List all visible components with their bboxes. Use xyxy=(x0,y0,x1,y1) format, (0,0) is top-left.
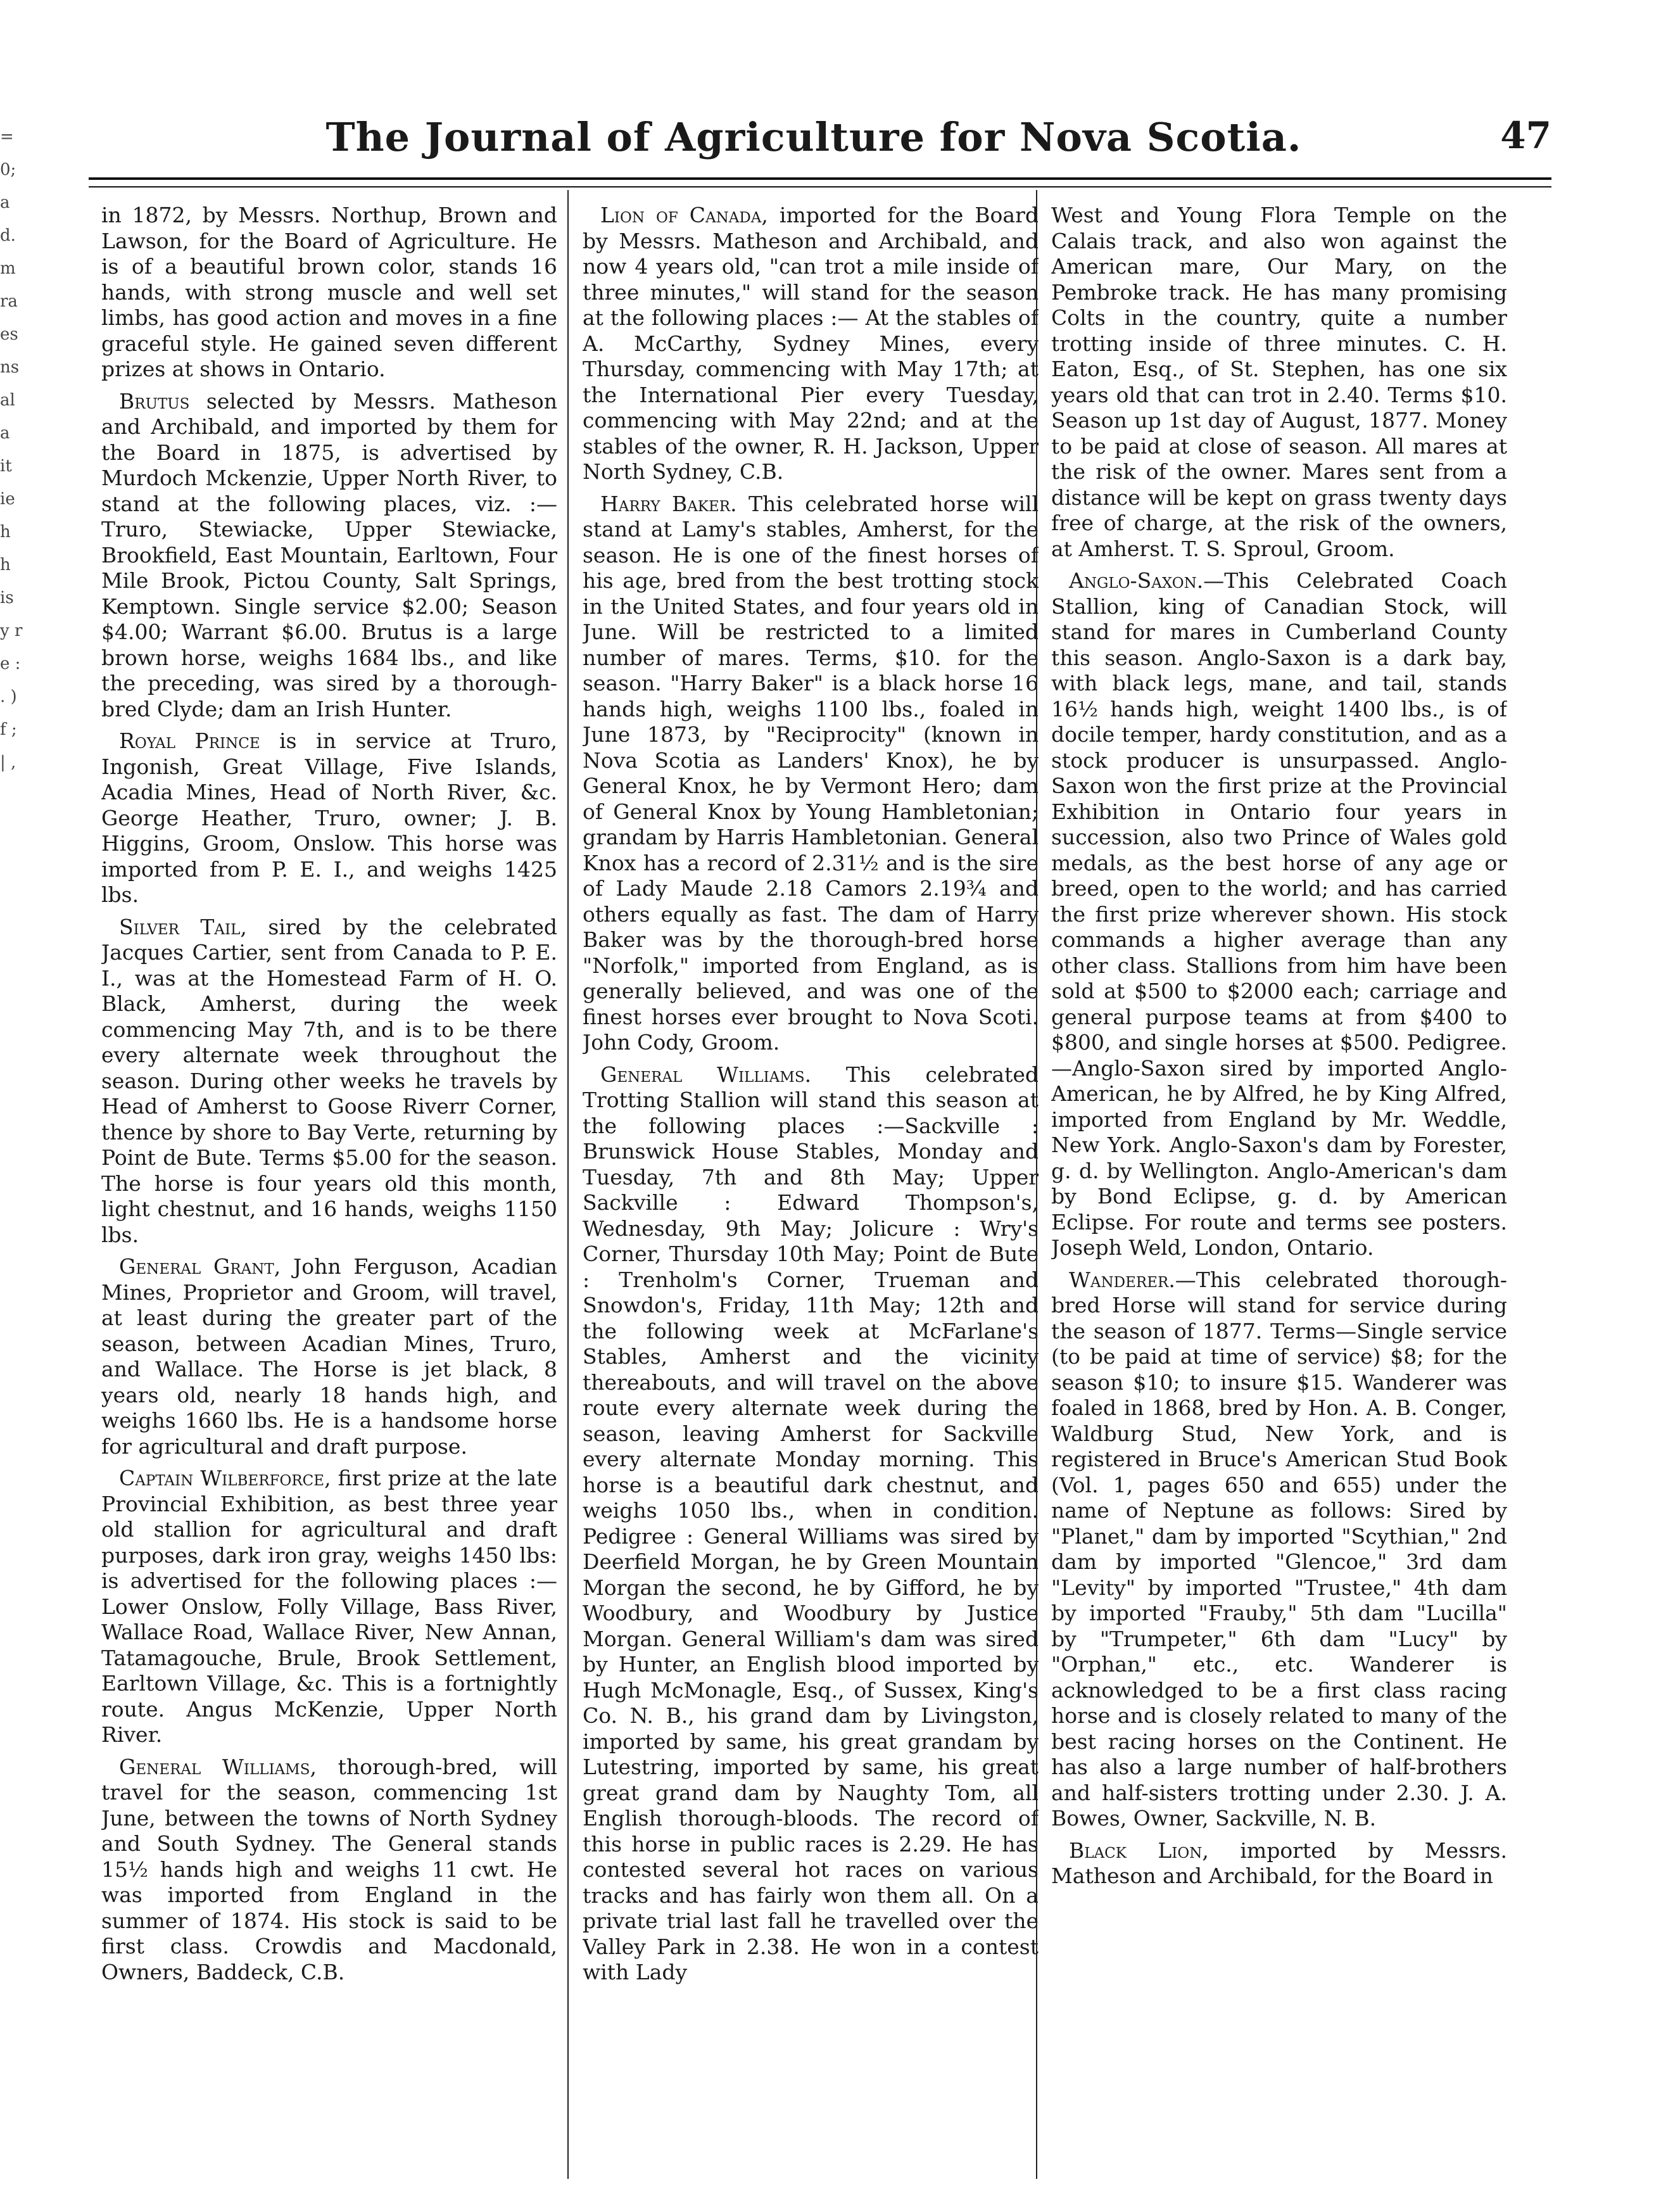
article-paragraph xyxy=(583,1062,1039,1986)
column-1 xyxy=(101,203,557,2173)
article-text: . This celebrated horse will stand at Lamy's stables, Amherst, for the season. He is one of the finest horses of his age, bred from the best trotting stock in the United States, and four years old in June. Will be restricted to a limited number of mares. Terms, $10. for the season. "Harry Baker" is a black horse 16 hands high, weighs 1100 lbs., foaled in June 1873, by "Reciprocity" (known in Nova Scotia as Landers' Knox), he by General Knox, he by Vermont Hero; dam of General Knox by Young Hambletonian; grandam by Harris Hambletonian. General Knox has a record of 2.31½ and is the sire of Lady Maude 2.18 Camors 2.19¾ and others equally as fast. The dam of Harry Baker was by the thorough-bred horse "Norfolk," imported from England, as is generally believed, and was one of the finest horses ever brought to Nova Scoti. John Cody, Groom. xyxy=(583,491,1039,1055)
article-paragraph xyxy=(1051,203,1507,562)
page-number: 47 xyxy=(1500,114,1551,157)
margin-marks: = 0; a d. m ra es ns al a it ie h h is y r e : . ) f ; | , xyxy=(0,127,23,772)
article-text: , sired by the celebrated Jacques Cartier, sent from Canada to P. E. I., was at the Homestead Farm of H. O. Black, Amherst, during the week commencing May 7th, and is to be there every alternate week throughout the season. During other weeks he travels by Head of Amherst to Goose Riverr Corner, thence by shore to Bay Verte, returning by Point de Bute. Terms $5.00 for the season. The horse is four years old this month, light chestnut, and 16 hands, weighs 1150 lbs. xyxy=(101,914,557,1247)
article-text: , imported by Messrs. Matheson and Archibald, for the Board in xyxy=(1051,1837,1507,1888)
article-text: selected by Messrs. Matheson and Archibald, and imported by them for the Board in 1875, is advertised by Murdoch Mckenzie, Upper North River, to stand at the following places, viz. :— Truro, Stewiacke, Upper Stewiacke, Brookfield, East Mountain, Earltown, Four Mile Brook, Pictou County, Salt Springs, Kemptown. Single service $2.00; Season $4.00; Warrant $6.00. Brutus is a large brown horse, weighs 1684 lbs., and like the preceding, was sired by a thorough-bred Clyde; dam an Irish Hunter. xyxy=(101,388,557,721)
article-text: . This celebrated Trotting Stallion will stand this season at the following places :—Sackville : Brunswick House Stables, Monday and Tuesday, 7th and 8th May; Upper Sackville : Edward Thompson's, Wednesday, 9th May; Jolicure : Wry's Corner, Thursday 10th May; Point de Bute : Trenholm's Corner, Trueman and Snowdon's, Friday, 11th May; 12th and the following week at McFarlane's Stables, Amherst and the vicinity thereabouts, and will travel on the above route every alternate week during the season, leaving Amherst for Sackville every alternate Monday morning. This horse is a beautiful dark chestnut, and weighs 1050 lbs., when in condition. Pedigree : General Williams was sired by Deerfield Morgan, he by Green Mountain Morgan the second, he by Gifford, he by Woodbury, and Woodbury by Justice Morgan. General William's dam was sired by Hunter, an English blood imported by Hugh McMonagle, Esq., of Sussex, King's Co. N. B., his grand dam by Livingston, imported by same, his great grandam by Lutestring, imported by same, his great great grand dam by Naughty Tom, all English thorough-bloods. The record of this horse in public races is 2.29. He has contested several hot races on various tracks and has fairly won them all. On a private trial last fall he travelled over the Valley Park in 2.38. He won in a contest with Lady xyxy=(583,1062,1039,1984)
article-lead: General Williams xyxy=(119,1754,310,1779)
article-text: in 1872, by Messrs. Northup, Brown and Lawson, for the Board of Agriculture. He is of a beautiful brown color, stands 16 hands, with strong muscle and well set limbs, has good action and moves in a fine graceful style. He gained seven different prizes at shows in Ontario. xyxy=(101,203,557,381)
article-text: , imported for the Board by Messrs. Matheson and Archibald, and now 4 years old, "can trot a mile inside of three minutes," will stand for the season at the following places :— At the stables of A. McCarthy, Sydney Mines, every Thursday, commencing with May 17th; at the International Pier every Tuesday, commencing with May 22nd; and at the stables of the owner, R. H. Jackson, Upper North Sydney, C.B. xyxy=(583,203,1039,484)
article-lead: Wanderer xyxy=(1069,1267,1169,1292)
article-paragraph xyxy=(583,203,1039,485)
page-header xyxy=(76,114,1551,171)
column-2 xyxy=(583,203,1039,2173)
article-text: .—This celebrated thorough-bred Horse will stand for service during the season of 1877. Terms—Single service (to be paid at time of service) $8; for the season $10; to insure $15. Wanderer was foaled in 1868, bred by Hon. A. B. Conger, Waldburg Stud, New York, and is registered in Bruce's American Stud Book (Vol. 1, pages 650 and 655) under the name of Neptune as follows: Sired by "Planet," dam by imported "Scythian," 2nd dam by imported "Glencoe," 3rd dam "Levity" by imported "Trustee," 4th dam by imported "Frauby," 5th dam "Lucilla" by "Trumpeter," 6th dam "Lucy" by "Orphan," etc., etc. Wanderer is acknowledged to be a first class racing horse and is closely related to many of the best racing horses on the Continent. He has also a large number of half-brothers and half-sisters trotting under 2.30. J. A. Bowes, Owner, Sackville, N. B. xyxy=(1051,1267,1507,1831)
article-lead: Anglo-Saxon xyxy=(1069,568,1197,593)
article-paragraph xyxy=(1051,568,1507,1261)
column-divider xyxy=(567,190,569,2179)
article-lead: General Grant xyxy=(119,1254,274,1279)
article-text: is in service at Truro, Ingonish, Great Village, Five Islands, Acadia Mines, Head of North River, &c. George Heather, Truro, owner; J. B. Higgins, Groom, Onslow. This horse was imported from P. E. I., and weighs 1425 lbs. xyxy=(101,728,557,907)
article-lead: Brutus xyxy=(119,388,190,414)
article-paragraph xyxy=(101,1254,557,1459)
article-lead: General Williams xyxy=(600,1062,805,1087)
article-lead: Harry Baker xyxy=(600,491,731,516)
article-paragraph xyxy=(101,1755,557,1986)
article-lead: Silver Tail xyxy=(119,914,241,939)
column-divider xyxy=(1036,190,1037,2179)
column-3 xyxy=(1051,203,1507,2173)
article-lead: Captain Wilberforce xyxy=(119,1466,325,1490)
article-text: , first prize at the late Provincial Exhibition, as best three year old stallion for agricultural and draft purposes, dark iron gray, weighs 1450 lbs: is advertised for the following places :—Lower Onslow, Folly Village, Bass River, Wallace Road, Wallace River, New Annan, Tatamagouche, Brule, Brook Settlement, Earltown Village, &c. This is a fortnightly route. Angus McKenzie, Upper North River. xyxy=(101,1466,557,1747)
article-text: , thorough-bred, will travel for the season, commencing 1st June, between the towns of North Sydney and South Sydney. The General stands 15½ hands high and weighs 11 cwt. He was imported from England in the summer of 1874. His stock is said to be first class. Crowdis and Macdonald, Owners, Baddeck, C.B. xyxy=(101,1754,557,1984)
article-paragraph xyxy=(101,1466,557,1748)
journal-title: The Journal of Agriculture for Nova Scotia. xyxy=(325,114,1302,160)
article-paragraph xyxy=(101,203,557,383)
article-lead: Lion of Canada xyxy=(600,203,762,227)
article-paragraph xyxy=(101,728,557,908)
article-text: West and Young Flora Temple on the Calais track, and also won against the American mare, Our Mary, on the Pembroke track. He has many promising Colts in the country, quite a number trotting inside of three minutes. C. H. Eaton, Esq., of St. Stephen, has one six years old that can trot in 2.40. Terms $10. Season up 1st day of August, 1877. Money to be paid at close of season. All mares at the risk of the owner. Mares sent from a distance will be kept on grass twenty days free of charge, at the risk of the owners, at Amherst. T. S. Sproul, Groom. xyxy=(1051,203,1507,561)
article-text: .—This Celebrated Coach Stallion, king of Canadian Stock, will stand for mares in Cumberland County this season. Anglo-Saxon is a dark bay, with black legs, mane, and tail, stands 16½ hands high, weight 1400 lbs., is of docile temper, hardy constitution, and as a stock producer is unsurpassed. Anglo-Saxon won the first prize at the Provincial Exhibition in Ontario four years in succession, also two Prince of Wales gold medals, as the best horse of any age or breed, open to the world; and has carried the first prize wherever shown. His stock commands a higher average than any other class. Stallions from him have been sold at $500 to $2000 each; carriage and general purpose teams at from $400 to $800, and single horses at $500. Pedigree.—Anglo-Saxon sired by imported Anglo-American, he by Alfred, he by King Alfred, imported from England by Mr. Weddle, New York. Anglo-Saxon's dam by Forester, g. d. by Wellington. Anglo-American's dam by Bond Eclipse, g. d. by American Eclipse. For route and terms see posters. Joseph Weld, London, Ontario. xyxy=(1051,568,1507,1260)
article-lead: Black Lion xyxy=(1069,1837,1203,1863)
article-paragraph xyxy=(101,389,557,723)
article-lead: Royal Prince xyxy=(119,728,260,753)
header-rule xyxy=(89,177,1551,180)
header-rule-thin xyxy=(89,186,1551,187)
article-paragraph xyxy=(583,492,1039,1056)
article-text: , John Ferguson, Acadian Mines, Proprietor and Groom, will travel, at least during the greater part of the season, between Acadian Mines, Truro, and Wallace. The Horse is jet black, 8 years old, nearly 18 hands high, and weighs 1660 lbs. He is a handsome horse for agricultural and draft purpose. xyxy=(101,1254,557,1459)
article-paragraph xyxy=(1051,1267,1507,1832)
article-paragraph xyxy=(1051,1838,1507,1889)
article-paragraph xyxy=(101,915,557,1248)
